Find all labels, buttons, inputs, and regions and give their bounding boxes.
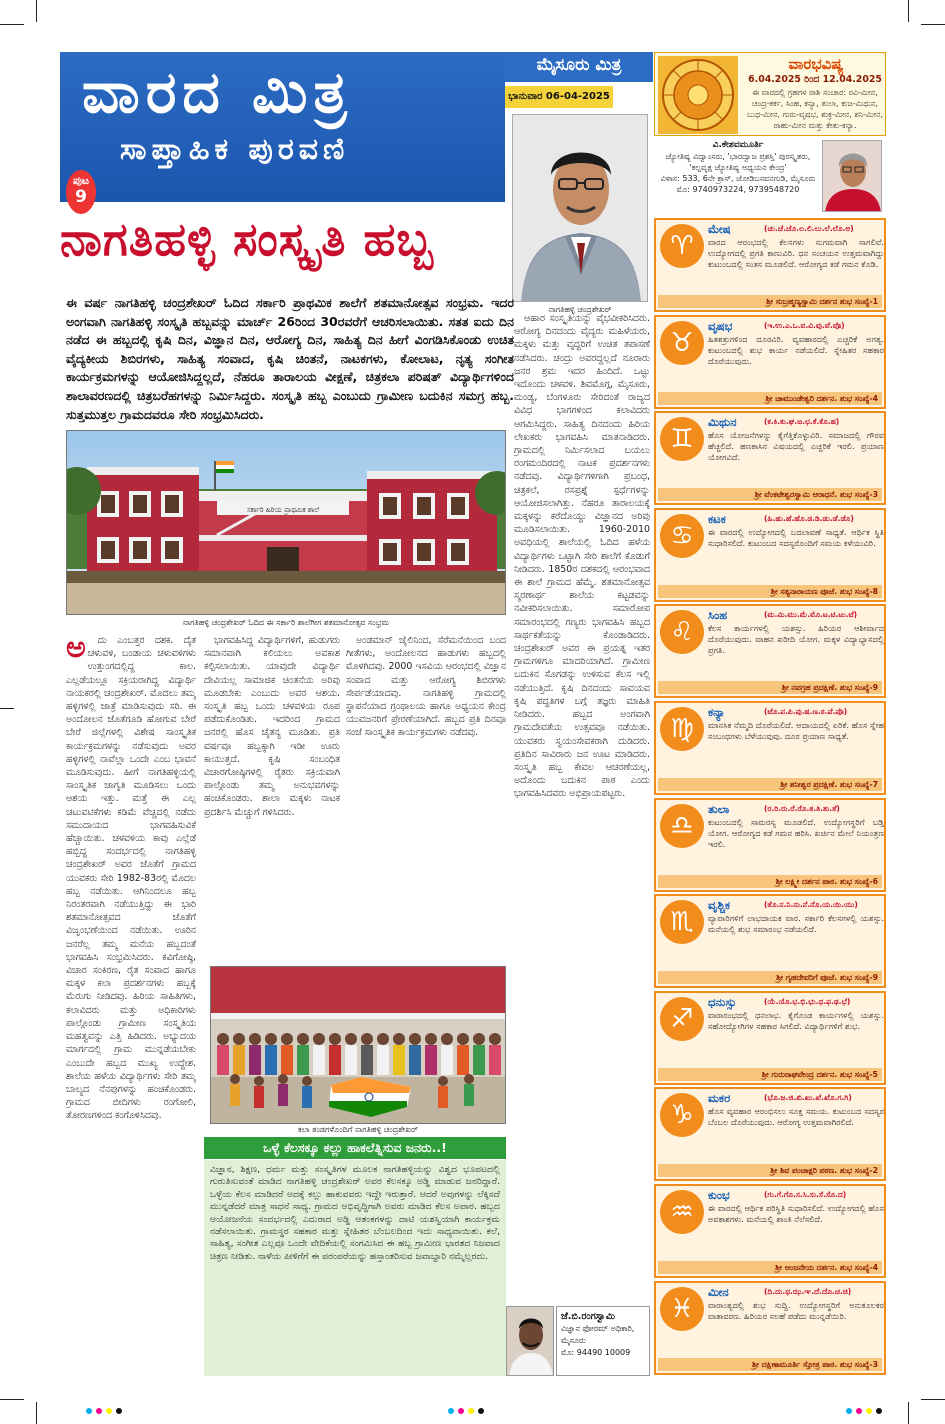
zodiac-sign-icon: ♍ [660,707,704,751]
paper-name: ಮೈಸೂರು ಮಿತ್ರ [536,55,622,75]
sign-prediction: ಹೊಸ ಯೋಜನೆಗಳನ್ನು ಕೈಗೆತ್ತಿಕೊಳ್ಳುವಿರಿ. ಸಮಾಜದಲ್ಲಿ ಗೌರವ ಹೆಚ್ಚಲಿದೆ. ಹಣಕಾಸಿನ ವಿಷಯದಲ್ಲಿ ಎಚ್ಚರಿಕೆ ಇರಲಿ. ಪ್ರಯಾಣ ಯೋಗವಿದೆ. [708,430,884,463]
sign-prediction: ಮಾನಸಿಕ ನೆಮ್ಮದಿ ದೊರೆಯಲಿದೆ. ಆದಾಯದಲ್ಲಿ ಏರಿಕೆ. ಹೊಸ ಸ್ನೇಹ ಸಂಬಂಧಗಳು ಬೆಳೆಯುವುವು. ದೂರ ಪ್ರಯಾಣ ಸಾಧ್ಯತೆ. [708,720,884,741]
sign-remedy: ಶ್ರೀ ದಕ್ಷಿಣಾಮೂರ್ತಿ ಸ್ತೋತ್ರ ಪಾಠ. ಶುಭ ಸಂಖ್ಯೆ-3 [658,1358,882,1371]
sign-name: ಮಕರ [708,1091,731,1106]
astrologer-details [656,140,820,195]
sign-remedy: ಶ್ರೀ ಸತ್ಯನಾರಾಯಣ ಪೂಜೆ. ಶುಭ ಸಂಖ್ಯೆ-8 [658,585,882,598]
article-column-2 [204,634,340,964]
school-building-photo [66,430,506,615]
horoscope-sign-12 [654,1281,886,1375]
sign-name: ಧನುಸ್ಸು [708,994,737,1009]
astrologer-name: ವಿ.ಕೇಶವಮೂರ್ತಿ [712,140,764,150]
masthead-subtitle: ಸಾಪ್ತಾಹಿಕ ಪುರವಣಿ [120,132,350,167]
sign-remedy: ಶ್ರೀ ಶನೀಶ್ವರ ಪ್ರದಕ್ಷಿಣೆ. ಶುಭ ಸಂಖ್ಯೆ-7 [658,778,882,791]
sign-remedy: ಶ್ರೀ ವೆಂಕಟೇಶ್ವರಸ್ವಾಮಿ ಆರಾಧನೆ. ಶುಭ ಸಂಖ್ಯೆ-3 [658,488,882,501]
sign-name: ತುಲಾ [708,801,730,816]
sign-nakshatra-letters: (ಯೆ.ಯೊ.ಭ.ಭಿ.ಭು.ಧ.ಫ.ಢ.ಭೆ) [764,996,851,1006]
horoscope-sign-7 [654,798,886,892]
horoscope-dates: 6.04.2025 ರಿಂದ 12.04.2025 [748,74,882,85]
column-right-text: ಆಹಾರ ಸಂಸ್ಕೃತಿಯನ್ನು ವೈಭವೀಕರಿಸಿದರು. ಆರೋಗ್ಯ ದಿನದಂದು ವೈದ್ಯರು ಮಹಿಳೆಯರು, ಮಕ್ಕಳು ಮತ್ತು ವೃದ್ಧರಿಗೆ ಉಚಿತ ತಪಾಸಣೆ ನಡೆಸಿದರು. ಚಂದ್ರು ಅವರದ್ದಲ್ಲದೆ ನೂರಾರು ಜನರ ಶ್ರಮ ಇದರ ಹಿಂದಿದೆ. ಒಟ್ಟು ಇದೊಂದು ಚಳವಳಿ. ಶಿವಮೊಗ್ಗ, ಮೈಸೂರು, ಮಂಡ್ಯ, ಬೆಂಗಳೂರು ಸೇರಿದಂತೆ ರಾಜ್ಯದ ವಿವಿಧ ಭಾಗಗಳಿಂದ ಕಲಾವಿದರು ಆಗಮಿಸಿದ್ದರು. ಸಾಹಿತ್ಯ ದಿನದಂದು ಹಿರಿಯ ಲೇಖಕರು ಭಾಗವಹಿಸಿ ಮಾತನಾಡಿದರು. ಗ್ರಾಮದಲ್ಲಿ ನಿರ್ಮಿಸಲಾದ ಬಯಲು ರಂಗಮಂದಿರದಲ್ಲಿ ನಾಟಕ ಪ್ರದರ್ಶನಗಳು ನಡೆದವು. ವಿದ್ಯಾರ್ಥಿಗಳಿಗಾಗಿ ಪ್ರಬಂಧ, ಚಿತ್ರಕಲೆ, ರಸಪ್ರಶ್ನೆ ಸ್ಪರ್ಧೆಗಳನ್ನು ಆಯೋಜಿಸಲಾಗಿತ್ತು. ನೆಹರೂ ತಾರಾಲಯಕ್ಕೆ ಮಕ್ಕಳನ್ನು ಕರೆದೊಯ್ದು ವಿಜ್ಞಾನದ ಅರಿವು ಮೂಡಿಸಲಾಯಿತು. 1960-2010 ಅವಧಿಯಲ್ಲಿ ಶಾಲೆಯಲ್ಲಿ ಓದಿದ ಹಳೆಯ ವಿದ್ಯಾರ್ಥಿಗಳು ಒಟ್ಟಾಗಿ ಸೇರಿ ಶಾಲೆಗೆ ಕೊಡುಗೆ ನೀಡಿದರು. 1850ರ ದಶಕದಲ್ಲಿ ಆರಂಭವಾದ ಈ ಶಾಲೆ ಗ್ರಾಮದ ಹೆಮ್ಮೆ. ಶತಮಾನೋತ್ಸವ ಸ್ಮರಣಾರ್ಥ ಶಾಲೆಯ ಕಟ್ಟಡವನ್ನು ನವೀಕರಿಸಲಾಯಿತು. ಸಮಾರೋಪ ಸಮಾರಂಭದಲ್ಲಿ ಗಣ್ಯರು ಭಾಗವಹಿಸಿ ಹಬ್ಬದ ಸಾರ್ಥಕತೆಯನ್ನು ಕೊಂಡಾಡಿದರು. ಚಂದ್ರಶೇಖರ್ ಅವರ ಈ ಪ್ರಯತ್ನ ಇತರ ಗ್ರಾಮಗಳಿಗೂ ಮಾದರಿಯಾಗಿದೆ. ಗ್ರಾಮೀಣ ಬದುಕಿನ ಸೊಗಡನ್ನು ಉಳಿಸುವ ಕೆಲಸ ಇಲ್ಲಿ ನಡೆಯುತ್ತಿದೆ. ಕೃಷಿ ದಿನದಂದು ಸಾವಯವ ಕೃಷಿ ಪದ್ಧತಿಗಳ ಬಗ್ಗೆ ತಜ್ಞರು ಮಾಹಿತಿ ನೀಡಿದರು. ಹಬ್ಬದ ಅಂಗವಾಗಿ ಗ್ರಾಮದೇವತೆಯ ಉತ್ಸವವೂ ನಡೆಯಿತು. ಯುವಕರು ಸ್ವಯಂಸೇವಕರಾಗಿ ದುಡಿದರು. ಪ್ರತಿದಿನ ಸಾವಿರಾರು ಜನ ಊಟ ಮಾಡಿದರು. ಸಂಸ್ಕೃತಿ ಹಬ್ಬ ಕೇವಲ ಆಚರಣೆಯಲ್ಲ, ಅದೊಂದು ಬದುಕಿನ ಪಾಠ ಎಂದು ಭಾಗವಹಿಸಿದವರು ಅಭಿಪ್ರಾಯಪಟ್ಟರು. [514,313,650,800]
zodiac-sign-icon: ♊ [660,417,704,461]
sign-nakshatra-letters: (ಇ.ಉ.ಎ.ಒ.ವ.ವಿ.ವು.ವೆ.ವೊ) [764,320,845,330]
article-lead: ಈ ವರ್ಷ ನಾಗತಿಹಳ್ಳಿ ಚಂದ್ರಶೇಖರ್ ಓದಿದ ಸರ್ಕಾರಿ ಪ್ರಾಥಮಿಕ ಶಾಲೆಗೆ ಶತಮಾನೋತ್ಸವ ಸಂಭ್ರಮ. ಇದರ ಅಂಗವಾಗಿ ನಾಗತಿಹಳ್ಳಿ ಸಂಸ್ಕೃತಿ ಹಬ್ಬವನ್ನು ಮಾರ್ಚ್ 26ರಿಂದ 30ರವರೆಗೆ ಆಚರಿಸಲಾಯಿತು. ಸತತ ಐದು ದಿನ ನಡೆದ ಈ ಹಬ್ಬದಲ್ಲಿ ಕೃಷಿ ದಿನ, ವಿಜ್ಞಾನ ದಿನ, ಆರೋಗ್ಯ ದಿನ, ಸಾಹಿತ್ಯ ದಿನ ಹೀಗೆ ವಿಂಗಡಿಸಿಕೊಂಡು ಉಚಿತ ವೈದ್ಯಕೀಯ ಶಿಬಿರಗಳು, ಸಾಹಿತ್ಯ ಸಂವಾದ, ಕೃಷಿ ಚಿಂತನೆ, ನಾಟಕಗಳು, ಕೋಲಾಟ, ನೃತ್ಯ ಸಂಗೀತ ಕಾರ್ಯಕ್ರಮಗಳನ್ನು ಆಯೋಜಿಸಿದ್ದಲ್ಲದೆ, ನೆಹರೂ ತಾರಾಲಯ ವೀಕ್ಷಣೆ, ಚಿತ್ರಕಲಾ ಪರಿಷತ್ ವಿದ್ಯಾರ್ಥಿಗಳಿಂದ ಶಾಲಾವರಣದಲ್ಲಿ ಚಿತ್ರಬರೆಹಗಳನ್ನು ನಿರ್ಮಿಸಿದ್ದರು. ಸಂಸ್ಕೃತಿ ಹಬ್ಬ ಎಂಬುದು ಗ್ರಾಮೀಣ ಬದುಕಿನ ಸಮಗ್ರ ಹಬ್ಬ. ಸುತ್ತಮುತ್ತಲ ಗ್ರಾಮದವರೂ ಸೇರಿ ಸಂಭ್ರಮಿಸಿದರು. [66,295,514,422]
column-3-text: ಅಂಡಮಾನ್ ಜೈಲಿನಿಂದ, ಸೆರೆಮನೆಯಿಂದ ಬಂದ ಗೀತೆಗಳು, ಅಂದೋಲನದ ಹಾಡುಗಳು ಹಬ್ಬದಲ್ಲಿ ಮೊಳಗಿದವು. 2000 ಇಸವಿಯ ಆರಂಭದಲ್ಲಿ ವಿಜ್ಞಾನ ಸಂವಾದ ಮತ್ತು ಆರೋಗ್ಯ ಶಿಬಿರಗಳು ಸೇರ್ಪಡೆಯಾದವು. ನಾಗತಿಹಳ್ಳಿ ಗ್ರಾಮದಲ್ಲಿ ಸ್ಥಾಪನೆಯಾದ ಗ್ರಂಥಾಲಯ ಹಾಗೂ ಅಧ್ಯಯನ ಕೇಂದ್ರ ಯುವಜನರಿಗೆ ಪ್ರೇರಣೆಯಾಗಿದೆ. ಹಬ್ಬದ ಪ್ರತಿ ದಿನವೂ ಸಂಜೆ ಸಾಂಸ್ಕೃತಿಕ ಕಾರ್ಯಕ್ರಮಗಳು ನಡೆದವು. [346,635,506,739]
sign-remedy: ಶ್ರೀ ಸುಬ್ರಹ್ಮಣ್ಯಸ್ವಾಮಿ ದರ್ಶನ ಶುಭ ಸಂಖ್ಯೆ-1 [658,295,882,308]
sign-nakshatra-letters: (ತೊ.ನ.ನಿ.ನು.ನೆ.ನೊ.ಯ.ಯಿ.ಯು) [764,900,858,910]
horoscope-planets: ಈ ವಾರದಲ್ಲಿ ಗ್ರಹಗಳ ರಾಶಿ ಸಂಚಾರ: ರವಿ-ಮೀನ, ಚಂದ್ರ-ಕರ್ಕ, ಸಿಂಹ, ಕನ್ಯಾ, ತುಲಾ, ಕುಜ-ಮಿಥುನ, ಬುಧ-ಮೀನ, ಗುರು-ವೃಷಭ, ಶುಕ್ರ-ಮೀನ, ಶನಿ-ಮೀನ, ರಾಹು-ಮೀನ ಮತ್ತು ಕೇತು-ಕನ್ಯಾ. [747,88,883,130]
astrologer-address: ವಿಳಾಸ: 533, 6ನೇ ಕ್ರಾಸ್, ಜೋಡಿಬಸವನಗುಡಿ, ಮೈಸೂರು [660,174,816,183]
sign-remedy: ಶ್ರೀ ಶಿವ ಪಂಚಾಕ್ಷರಿ ಪಠಣ. ಶುಭ ಸಂಖ್ಯೆ-2 [658,1164,882,1177]
sign-name: ಮೇಷ [708,222,731,236]
masthead [60,52,505,207]
color-registration-center [448,1408,484,1414]
article-headline: ನಾಗತಿಹಳ್ಳಿ ಸಂಸ್ಕೃತಿ ಹಬ್ಬ [60,212,434,266]
portrait-illustration [513,115,648,302]
sign-name: ವೃಷಭ [708,318,733,333]
drop-cap: ಅ [66,634,86,665]
portrait-photo [512,114,648,302]
zodiac-sign-icon: ♑ [660,1093,704,1137]
sign-nakshatra-letters: (ಟೊ.ಪ.ಪಿ.ಪು.ಷ.ಣ.ಠ.ಪೆ.ಪೊ) [764,707,848,716]
sign-remedy: ಶ್ರೀ ಗೃಹದೇವರಿಗೆ ಪೂಜೆ. ಶುಭ ಸಂಖ್ಯೆ-9 [658,971,882,984]
horoscope-sign-8 [654,894,886,988]
school-building-illustration [67,431,506,615]
sign-nakshatra-letters: (ದಿ.ದು.ಥ.ಝ.ಞ.ದೆ.ದೊ.ಚ.ಚಿ) [764,1286,852,1296]
astrologer-photo [822,140,882,212]
horoscope-sign-4 [654,508,886,602]
sidebar-box-heading: ಒಳ್ಳೆ ಕೆಲಸಕ್ಕೂ ಕಲ್ಲು ಹಾಕಲೆತ್ನಿಸುವ ಜನರು..! [204,1137,506,1159]
author-name: ಜೆ.ಬಿ.ರಂಗಸ್ವಾಮಿ [561,1311,615,1322]
sign-prediction: ಈ ವಾರದಲ್ಲಿ ಉದ್ಯೋಗದಲ್ಲಿ ಬದಲಾವಣೆ ಸಾಧ್ಯತೆ. ಆರ್ಥಿಕ ಸ್ಥಿತಿ ಸುಧಾರಿಸಲಿದೆ. ಕುಟುಂಬದ ಸದಸ್ಯರೊಂದಿಗೆ ಸಮಯ ಕಳೆಯುವಿರಿ. [708,526,884,548]
horoscope-sign-2 [654,315,886,409]
sign-name: ಕನ್ಯಾ [708,705,726,719]
sign-name: ವೃಶ್ಚಿಕ [708,898,731,913]
sign-nakshatra-letters: (ಹಿ.ಹು.ಹೆ.ಹೊ.ಡ.ಡಿ.ಡು.ಡೆ.ಡೊ) [764,513,854,523]
page-number-badge [66,170,96,214]
sign-name: ಮೀನ [708,1284,729,1299]
zodiac-sign-icon: ♉ [660,321,704,365]
horoscope-sign-10 [654,1087,886,1181]
sign-prediction: ವಾರದ ಆರಂಭದಲ್ಲಿ ಕೆಲಸಗಳು ಸುಗಮವಾಗಿ ಸಾಗಲಿವೆ. ಉದ್ಯೋಗದಲ್ಲಿ ಪ್ರಗತಿ ಕಾಣುವಿರಿ. ಧನ ಸಂಚಯನ ಉತ್ತಮವಾಗಿದ್ದು ಕುಟುಂಬದಲ್ಲಿ ಸಂತಸ ಮೂಡಲಿದೆ. ಆರೋಗ್ಯದ ಕಡೆ ಗಮನ ಕೊಡಿ. [708,237,884,269]
sign-remedy: ಶ್ರೀ ಗುರುರಾಘವೇಂದ್ರ ದರ್ಶನ. ಶುಭ ಸಂಖ್ಯೆ-5 [658,1068,882,1081]
zodiac-sign-icon: ♋ [660,514,704,558]
horoscope-sign-3 [654,411,886,505]
sign-name: ಮಿಥುನ [708,415,737,430]
photo1-caption: ನಾಗತಿಹಳ್ಳಿ ಚಂದ್ರಶೇಖರ್ ಓದಿದ ಈ ಸರ್ಕಾರಿ ಶಾಲೆಗೀಗ ಶತಮಾನೋತ್ಸವ ಸಂಭ್ರಮ [182,618,390,627]
page-label: ಪುಟ [72,174,90,187]
sign-prediction: ಹೊಸ ವ್ಯವಹಾರ ಆರಂಭಿಸಲು ಸೂಕ್ತ ಸಮಯ. ಕುಟುಂಬದ ಸದಸ್ಯರ ಬೆಂಬಲ ದೊರೆಯುವುದು. ಆರೋಗ್ಯ ಉತ್ತಮವಾಗಿರಲಿದೆ. [708,1106,884,1128]
sign-prediction: ವ್ಯಾಪಾರಿಗಳಿಗೆ ಲಾಭದಾಯಕ ವಾರ. ಸರ್ಕಾರಿ ಕೆಲಸಗಳಲ್ಲಿ ಯಶಸ್ಸು. ಮನೆಯಲ್ಲಿ ಶುಭ ಸಮಾರಂಭ ನಡೆಯಲಿದೆ. [708,913,884,935]
color-registration-left [86,1408,122,1414]
astrologer-phone: ಮೊ: 9740973224, 9739548720 [676,185,800,194]
sign-remedy: ಶ್ರೀ ಚಾಮುಂಡೇಶ್ವರಿ ದರ್ಶನ. ಶುಭ ಸಂಖ್ಯೆ-4 [658,392,882,405]
horoscope-title: ವಾರಭವಿಷ್ಯ [788,55,844,73]
sign-prediction: ಈ ವಾರದಲ್ಲಿ ಆರ್ಥಿಕ ಪರಿಸ್ಥಿತಿ ಸುಧಾರಿಸಲಿದೆ. ಉದ್ಯೋಗದಲ್ಲಿ ಹೊಸ ಅವಕಾಶಗಳು. ಮನೆಯಲ್ಲಿ ಶಾಂತಿ ನೆಲೆಸಲಿದೆ. [708,1203,884,1224]
horoscope-sign-1 [654,218,886,312]
zodiac-wheel-icon [658,56,738,134]
sign-remedy: ಶ್ರೀ ನವಗ್ರಹ ಪ್ರದಕ್ಷಿಣೆ. ಶುಭ ಸಂಖ್ಯೆ-9 [658,681,882,694]
event-group-photo [210,966,506,1124]
article-column-1 [66,634,196,1376]
author-photo [506,1306,554,1376]
zodiac-sign-icon: ♐ [660,997,704,1041]
sign-nakshatra-letters: (ಭೊ.ಜ.ಜಿ.ಖಿ.ಖು.ಖೆ.ಖೊ.ಗ.ಗಿ) [764,1093,852,1103]
sign-name: ಕಟಕ [708,511,726,526]
horoscope-header [654,52,886,136]
horoscope-sign-11 [654,1184,886,1278]
portrait-caption: ನಾಗತಿಹಳ್ಳಿ ಚಂದ್ರಶೇಖರ್ [548,305,612,314]
color-registration-right [846,1408,882,1414]
zodiac-sign-icon: ♏ [660,900,704,944]
zodiac-sign-icon: ♈ [660,224,704,268]
sign-nakshatra-letters: (ಗು.ಗೆ.ಗೊ.ಸ.ಸಿ.ಸು.ಸೆ.ಸೊ.ದ) [764,1190,847,1199]
school-sign: ಸರ್ಕಾರಿ ಹಿರಿಯ ಪ್ರಾಥಮಿಕ ಶಾಲೆ [246,506,320,514]
sign-remedy: ಶ್ರೀ ಲಕ್ಷ್ಮೀ ದರ್ಶನ ಪಾಠ. ಶುಭ ಸಂಖ್ಯೆ-6 [658,875,882,888]
article-column-3 [346,634,506,964]
astrologer-box [654,138,886,216]
horoscope-sign-6 [654,701,886,795]
zodiac-sign-icon: ♎ [660,804,704,848]
sign-prediction: ಹಿತಶತ್ರುಗಳಿಂದ ದೂರವಿರಿ. ವ್ಯವಹಾರದಲ್ಲಿ ಎಚ್ಚರಿಕೆ ಅಗತ್ಯ. ಕುಟುಂಬದಲ್ಲಿ ಶುಭ ಕಾರ್ಯ ನಡೆಯಲಿದೆ. ಸ್ನೇಹಿತರ ಸಹಕಾರ ದೊರೆಯುವುದು. [708,333,884,366]
zodiac-sign-icon: ♌ [660,610,704,654]
photo2-caption: ಕಲಾ ತಂಡಗಳೊಂದಿಗೆ ನಾಗತಿಹಳ್ಳಿ ಚಂದ್ರಶೇಖರ್ [297,1125,418,1134]
sign-nakshatra-letters: (ಚು.ಚೆ.ಚೊ.ಲ.ಲಿ.ಲು.ಲೆ.ಲೊ.ಅ) [764,224,854,233]
zodiac-sign-icon: ♓ [660,1287,704,1331]
sign-nakshatra-letters: (ಮ.ಮಿ.ಮು.ಮೆ.ಮೊ.ಟ.ಟಿ.ಟು.ಟೆ) [764,610,858,620]
masthead-title: ವಾರದ ಮಿತ್ರ [82,58,353,126]
sign-nakshatra-letters: (ಕ.ಕಿ.ಕು.ಘ.ಙ.ಛ.ಕೆ.ಕೊ.ಹ) [764,417,840,427]
sign-nakshatra-letters: (ರ.ರಿ.ರು.ರೆ.ರೊ.ತ.ತಿ.ತು.ತೆ) [764,803,840,813]
column-1-text: ದು ಎಂಬತ್ತರ ದಶಕ. ದೈತ ಚಳುವಳಿ, ಬಂಡಾಯ ಚಳುವಳಿಗಳು ಉತ್ತುಂಗದಲ್ಲಿದ್ದ ಕಾಲ. ಎಲ್ಲಡೆಯಲ್ಲೂ ಸಕ್ರಿಯರಾಗಿದ್ದ ವಿದ್ಯಾರ್ಥಿ ನಾಯಕರಲ್ಲಿ ಚಂದ್ರಶೇಖರ್. ಮೊದಲು ತಮ್ಮ ಹಳ್ಳಿಗಳಲ್ಲಿ ಜಾತ್ರೆ ಮಾಡಿಸುವುದು ಸರಿ. ಈ ಅಂದೋಲನ ಜೊತೆಗೂಡಿ ಹೋಗುವ ಬೇರೆ ಬೇರೆ ಜಿಲ್ಲೆಗಳಲ್ಲಿ ವಿಶೇಷ ಸಾಂಸ್ಕೃತಿಕ ಕಾರ್ಯಕ್ರಮಗಳನ್ನು ನಡೆಸುವುದು ಅವರ ಹಳ್ಳಿಗಳಲ್ಲಿ ನಾವೆಲ್ಲಾ ಒಂದೇ ಎಂಬ ಭಾವನೆ ಮೂಡಿಸುವುದು. ಹೀಗೆ ನಾಗತಿಹಳ್ಳಿಯಲ್ಲಿ ಸಾಂಸ್ಕೃತಿಕ ಜಾಗೃತಿ ಮೂಡಿಸಲು ಒಂದು ಆಶಯ ಇತ್ತು. ಮತ್ತೆ ಈ ಎಲ್ಲ ಚಟುವಟಿಕೆಗಳು ಕಡಿಮೆ ವೆಚ್ಚದಲ್ಲಿ ನಡೆದು ಸಮುದಾಯದ ಭಾಗವಹಿಸುವಿಕೆ ಹೆಚ್ಚಾಯಿತು. ಚಳವಳಿಯ ಕಾವು ಎಲ್ಲೆಡೆ ಹಬ್ಬಿದ್ದ ಸಂದರ್ಭದಲ್ಲಿ ನಾಗತಿಹಳ್ಳಿ ಚಂದ್ರಶೇಖರ್ ಅವರ ಜೊತೆಗೆ ಗ್ರಾಮದ ಯುವಕರು ಸೇರಿ 1982-83ರಲ್ಲಿ ಮೊದಲ ಹಬ್ಬ ನಡೆಯಿತು. ಆಗಿನಿಂದಲೂ ಹಬ್ಬ ನಿರಂತರವಾಗಿ ನಡೆಯುತ್ತಿದ್ದು ಈ ಭಾರಿ ಶತಮಾನೋತ್ಸವದ ಜೊತೆಗೆ ವಿಜೃಂಭಣೆಯಿಂದ ನಡೆಯಿತು. ಊರಿನ ಜನರೆಲ್ಲ ತಮ್ಮ ಮನೆಯ ಹಬ್ಬದಂತೆ ಭಾಗವಹಿಸಿ ಸಂಭ್ರಮಿಸಿದರು. ಕವಿಗೋಷ್ಠಿ, ವಿಚಾರ ಸಂಕಿರಣ, ರೈತ ಸಂವಾದ ಹಾಗೂ ಮಕ್ಕಳ ಕಲಾ ಪ್ರದರ್ಶನಗಳು ಹಬ್ಬಕ್ಕೆ ಮೆರುಗು ನೀಡಿದವು. ಹಿರಿಯ ಸಾಹಿತಿಗಳು, ಕಲಾವಿದರು ಮತ್ತು ಅಧಿಕಾರಿಗಳು ಪಾಲ್ಗೊಂಡು ಗ್ರಾಮೀಣ ಸಂಸ್ಕೃತಿಯ ಮಹತ್ವವನ್ನು ಎತ್ತಿ ಹಿಡಿದರು. ಅಭ್ಯುದಯ ಮಾರ್ಗದಲ್ಲಿ ಗ್ರಾಮ ಮುನ್ನಡೆಯಬೇಕು ಎಂಬುದೇ ಹಬ್ಬದ ಮುಖ್ಯ ಉದ್ದೇಶ. ಶಾಲೆಯ ಹಳೆಯ ವಿದ್ಯಾರ್ಥಿಗಳು ಸೇರಿ ತಮ್ಮ ಬಾಲ್ಯದ ನೆನಪುಗಳನ್ನು ಹಂಚಿಕೊಂಡರು. ಗ್ರಾಮದ ಬೀದಿಗಳು ರಂಗೋಲಿ, ತೋರಣಗಳಿಂದ ಕಂಗೊಳಿಸಿದವು. [66,635,196,1122]
sign-prediction: ಕುಟುಂಬದಲ್ಲಿ ಸಾಮರಸ್ಯ ಮೂಡಲಿದೆ. ಉದ್ಯೋಗಸ್ಥರಿಗೆ ಬಡ್ತಿ ಯೋಗ. ಆರೋಗ್ಯದ ಕಡೆ ಗಮನ ಹರಿಸಿ. ಖರ್ಚಿನ ಮೇಲೆ ನಿಯಂತ್ರಣ ಇರಲಿ. [708,816,884,849]
author-byline [556,1306,650,1376]
sign-remedy: ಶ್ರೀ ಆಂಜನೇಯ ದರ್ಶನ. ಶುಭ ಸಂಖ್ಯೆ-4 [658,1261,882,1274]
column-2-text: ಭಾಗವಹಿಸಿದ್ದ ವಿದ್ಯಾರ್ಥಿಗಳಿಗೆ, ಹುಡುಗರು ಸಮಾನವಾಗಿ ಕಲಿಯಲು ಅವಕಾಶ ಕಲ್ಪಿಸಲಾಯಿತು. ಯಾವುದೇ ವಿದ್ಯಾರ್ಥಿ ದೇವಿಯಲ್ಲ ಸಾಮಾಜಿಕ ಚಿಂತನೆಯ ಅರಿವು ಮೂಡಬೇಕು ಎಂಬುದು ಅವರ ಆಶಯ. ಸಂಸ್ಕೃತಿ ಹಬ್ಬ ಒಂದು ಚಳವಳಿಯ ರೂಪ ಪಡೆದುಕೊಂಡಿತು. ಇದರಿಂದ ಗ್ರಾಮದ ಜನರಲ್ಲಿ ಹೊಸ ಚೈತನ್ಯ ಮೂಡಿತು. ಪ್ರತಿ ವರ್ಷವೂ ಹಬ್ಬಕ್ಕಾಗಿ ಇಡೀ ಊರು ಕಾಯುತ್ತದೆ. ಕೃಷಿ ಸಂಬಂಧಿತ ವಿಚಾರಗೋಷ್ಠಿಗಳಲ್ಲಿ ರೈತರು ಸಕ್ರಿಯವಾಗಿ ಪಾಲ್ಗೊಂಡು ತಮ್ಮ ಅನುಭವಗಳನ್ನು ಹಂಚಿಕೊಂಡರು. ಶಾಲಾ ಮಕ್ಕಳು ನಾಟಕ ಪ್ರದರ್ಶಿಸಿ ಮೆಚ್ಚುಗೆ ಗಳಿಸಿದರು. [204,635,340,818]
sign-name: ಸಿಂಹ [708,608,728,623]
author-phone: ಮೊ: 94490 10009 [561,1348,631,1357]
author-role: ವಿಜ್ಞಾನ ಫೋರಮ್ ಅಧಿಕಾರಿ, ಮೈಸೂರು [561,1324,635,1345]
zodiac-sign-icon: ♒ [660,1190,704,1234]
article-column-right [514,312,650,1378]
page-number: 9 [75,187,87,207]
author-illustration [507,1307,554,1376]
sign-prediction: ವಾರಾರಂಭದಲ್ಲಿ ಧನಲಾಭ. ಕೈಗೊಂಡ ಕಾರ್ಯಗಳಲ್ಲಿ ಯಶಸ್ಸು. ಸಹೋದ್ಯೋಗಿಗಳ ಸಹಕಾರ ಸಿಗಲಿದೆ. ವಿದ್ಯಾರ್ಥಿಗಳಿಗೆ ಶುಭ. [708,1009,884,1031]
issue-date: ಭಾನುವಾರ 06-04-2025 [505,86,613,108]
sign-prediction: ವಾರಾಂತ್ಯದಲ್ಲಿ ಶುಭ ಸುದ್ದಿ. ಉದ್ಯೋಗಸ್ಥರಿಗೆ ಅನುಕೂಲಕರ ವಾತಾವರಣ. ಹಿರಿಯರ ಸಲಹೆ ಪಡೆದು ಮುನ್ನಡೆಯಿರಿ. [708,1299,884,1321]
astrologer-title: ಜ್ಯೋತಿಷ್ಯ ವಿದ್ವಾಂಸರು, 'ಭಾರದ್ವಾಜ ಪ್ರಶಸ್ತಿ' ಪುರಸ್ಕೃತರು, 'ಕಲ್ಪವೃಕ್ಷ ಜ್ಯೋತಿಷ್ಯ ಅಧ್ಯಯನ ಕೇಂದ್ರ' [665,152,811,172]
horoscope-sign-5 [654,604,886,698]
sign-name: ಕುಂಭ [708,1188,730,1202]
sign-prediction: ಕೆಲಸ ಕಾರ್ಯಗಳಲ್ಲಿ ಯಶಸ್ಸು. ಹಿರಿಯರ ಆಶೀರ್ವಾದ ದೊರೆಯುವುದು. ವಾಹನ ಖರೀದಿ ಯೋಗ. ಮಕ್ಕಳ ವಿದ್ಯಾಭ್ಯಾಸದಲ್ಲಿ ಪ್ರಗತಿ. [708,623,884,656]
event-group-illustration [211,967,506,1124]
horoscope-sign-9 [654,991,886,1085]
sidebar-box-body: ವಿಜ್ಞಾನ, ಶಿಕ್ಷಣ, ಧರ್ಮ ಮತ್ತು ಸಂಸ್ಕೃತಿಗಳ ಮೂಲಕ ನಾಗತಿಹಳ್ಳಿಯನ್ನು ವಿಶ್ವದ ಭೂಪಟದಲ್ಲಿ ಗುರುತಿಸುವಂತೆ ಮಾಡಿದ ನಾಗತಿಹಳ್ಳಿ ಚಂದ್ರಶೇಖರ್ ಅವರ ಕೆಲಸಕ್ಕೂ ಅಡ್ಡಿ ಮಾಡುವ ಜನರಿದ್ದಾರೆ. ಒಳ್ಳೆಯ ಕೆಲಸ ಮಾಡಿದರೆ ಅದಕ್ಕೆ ಕಲ್ಲು ಹಾಕುವವರು ಇದ್ದೇ ಇರುತ್ತಾರೆ. ಆದರೆ ಅವುಗಳನ್ನು ಲೆಕ್ಕಿಸದೆ ಮುನ್ನಡೆದರೆ ಮಾತ್ರ ಸಾಧನೆ ಸಾಧ್ಯ. ಗ್ರಾಮದ ಅಭಿವೃದ್ಧಿಗಾಗಿ ಅವರು ಮಾಡಿದ ಕೆಲಸ ಅಪಾರ. ಹಬ್ಬದ ಆಯೋಜನೆಯ ಸಂದರ್ಭದಲ್ಲಿ ಎದುರಾದ ಅಡ್ಡಿ ಆತಂಕಗಳನ್ನು ದಾಟಿ ಯಶಸ್ವಿಯಾಗಿ ಕಾರ್ಯಕ್ರಮ ನಡೆಸಲಾಯಿತು. ಗ್ರಾಮಸ್ಥರ ಸಹಕಾರ ಮತ್ತು ಸ್ನೇಹಿತರ ಬೆಂಬಲದಿಂದ ಇದು ಸಾಧ್ಯವಾಯಿತು. ಕಲೆ, ಸಾಹಿತ್ಯ, ಸಂಗೀತ ಎಲ್ಲವೂ ಒಂದೇ ವೇದಿಕೆಯಲ್ಲಿ ಸಂಗಮಿಸಿದ ಈ ಹಬ್ಬ ಗ್ರಾಮೀಣ ಭಾರತದ ನಿಜವಾದ ಚಿತ್ರಣ ನೀಡಿತು. ನಾಳೆಯ ಪೀಳಿಗೆಗೆ ಈ ಪರಂಪರೆಯನ್ನು ಹಸ್ತಾಂತರಿಸುವ ಜವಾಬ್ದಾರಿ ನಮ್ಮೆಲ್ಲರದು. [204,1160,506,1376]
